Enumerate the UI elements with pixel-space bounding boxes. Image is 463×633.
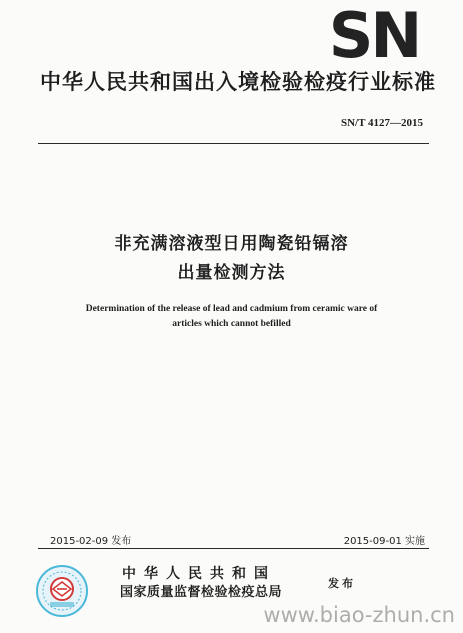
logo-text: SN — [328, 7, 420, 63]
title-cn-line2: 出量检测方法 — [177, 263, 286, 283]
watermark-text: www.biao-zhun.cn — [263, 603, 455, 627]
title-cn-line1: 非充满溶液型日用陶瓷铅镉溶 — [114, 234, 349, 254]
issue-date: 2015-02-09 发布 — [50, 536, 132, 547]
publisher-line1: 中华人民共和国 — [122, 566, 276, 582]
publisher-line2: 国家质量监督检验检疫总局 — [120, 585, 283, 600]
seal-emblem-icon — [36, 565, 88, 617]
standard-code: SN/T 4127—2015 — [340, 117, 423, 129]
publisher-verb: 发布 — [328, 577, 356, 590]
title-en-line2: articles which cannot befilled — [172, 319, 291, 329]
title-en-line1: Determination of the release of lead and cadmium from ceramic ware of — [85, 304, 378, 314]
top-divider — [38, 143, 429, 144]
implementation-date: 2015-09-01 实施 — [343, 536, 425, 547]
issuing-org-title: 中华人民共和国出入境检验检疫行业标准 — [40, 70, 436, 94]
sn-logo-icon — [314, 7, 434, 63]
bottom-divider — [38, 548, 429, 549]
